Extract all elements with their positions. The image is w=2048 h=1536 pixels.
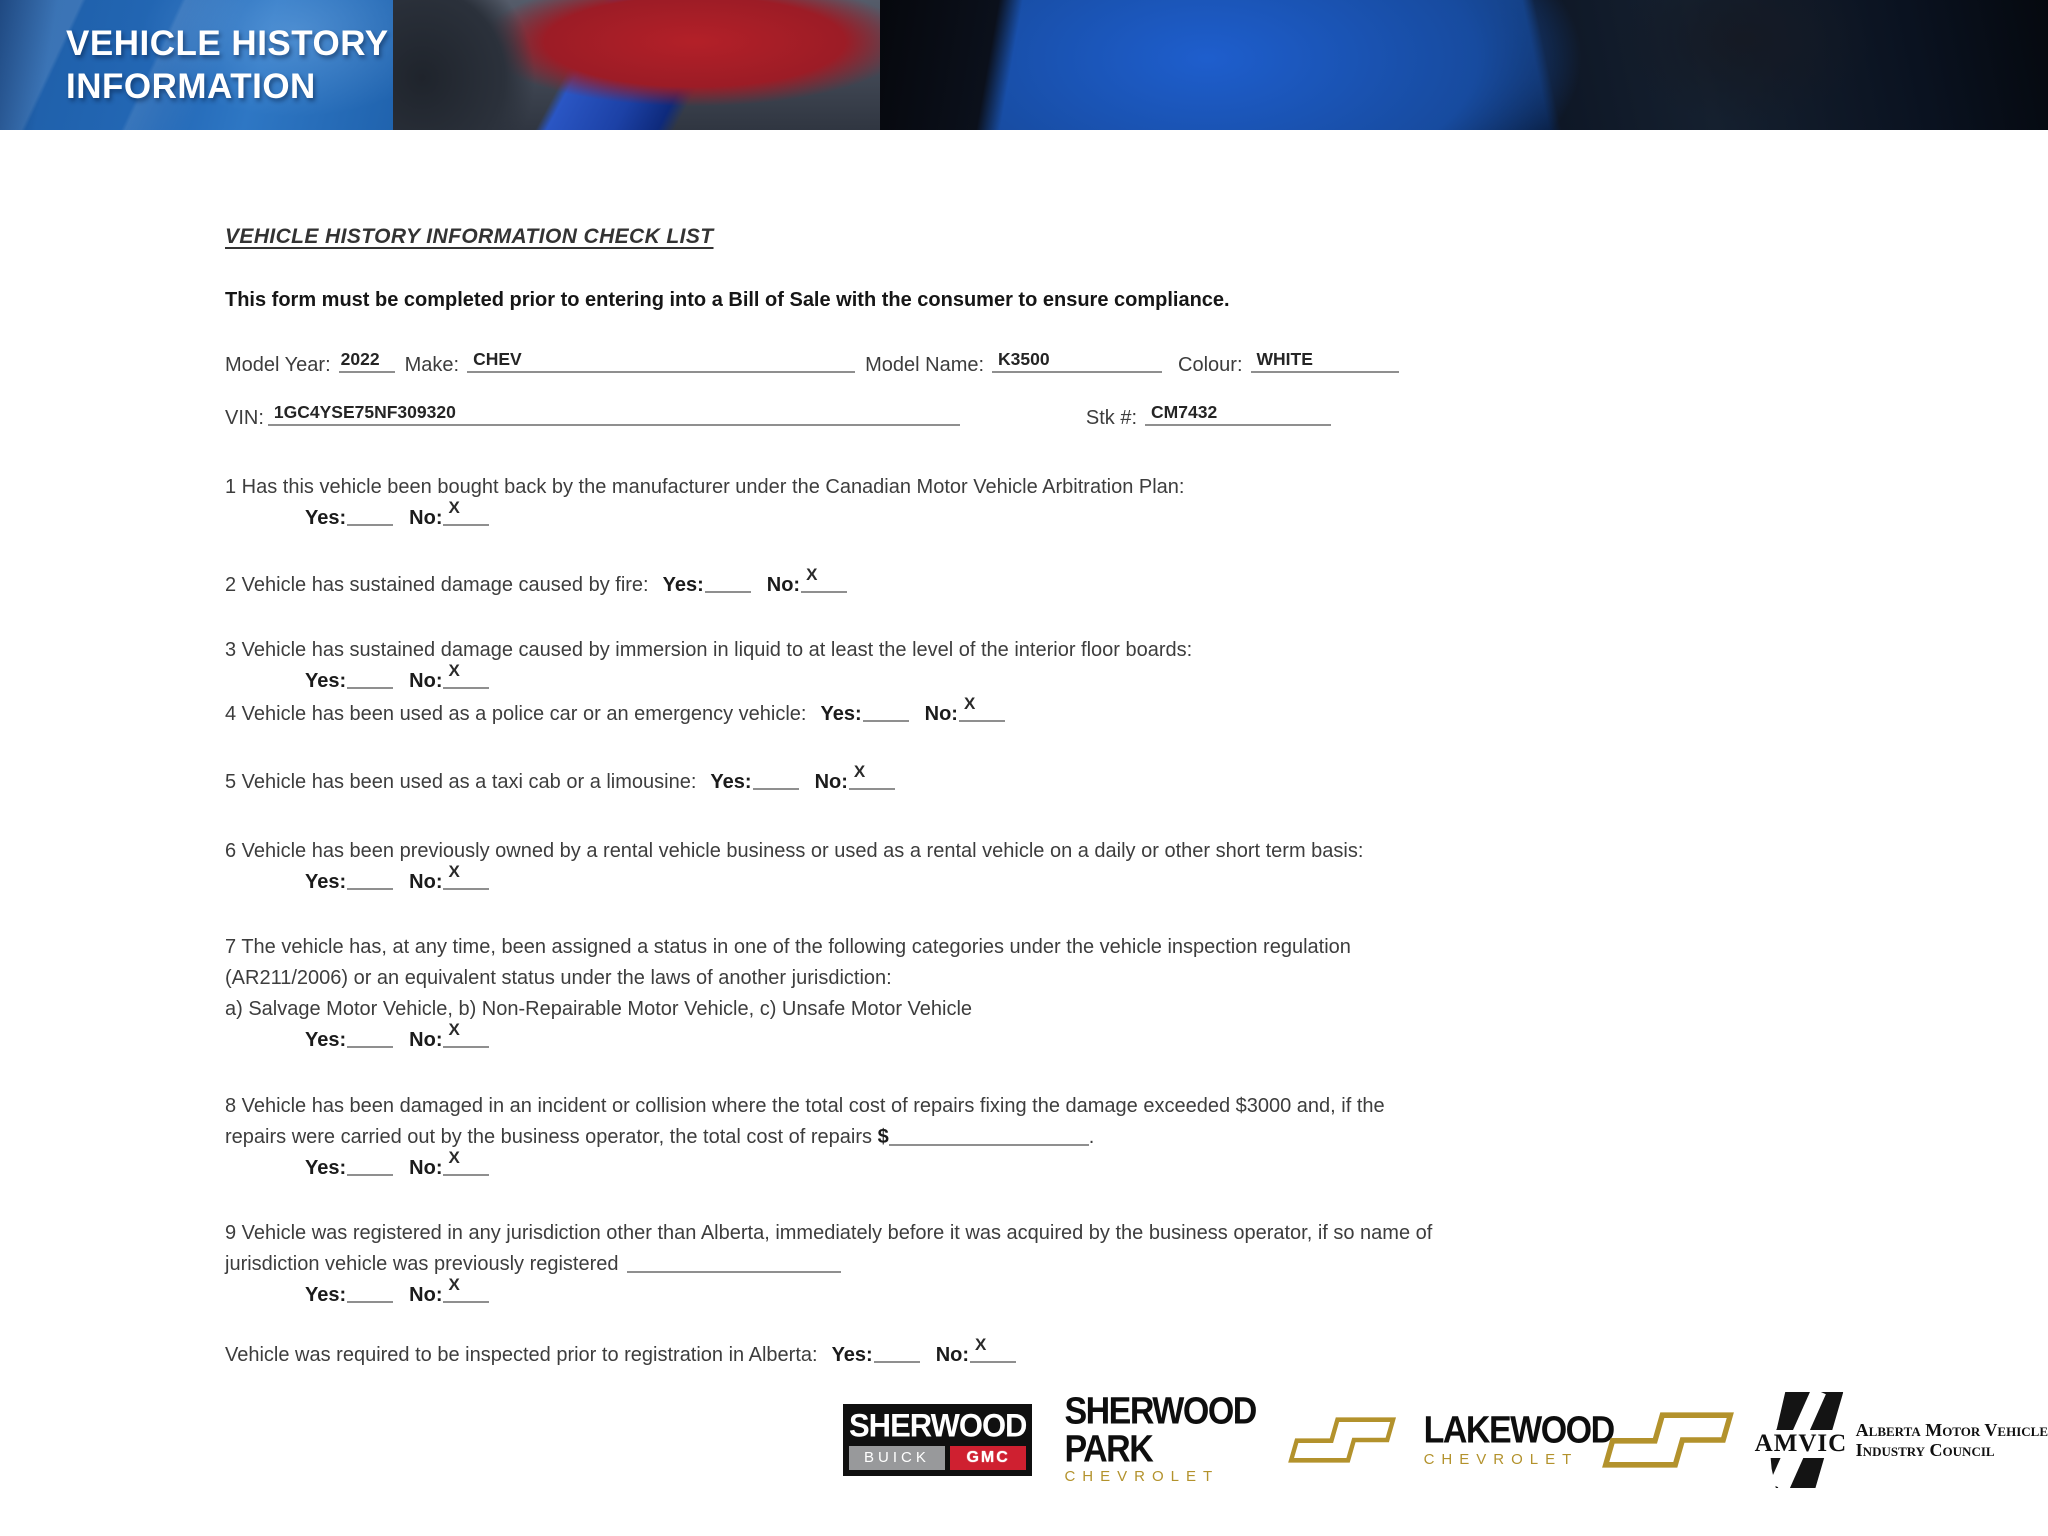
question-6 — [225, 836, 1700, 898]
question-1-yes-blank — [347, 511, 393, 526]
question-6-no-blank: X — [443, 875, 489, 890]
question-9-no-blank: X — [443, 1288, 489, 1303]
form-title: VEHICLE HISTORY INFORMATION CHECK LIST — [225, 225, 714, 248]
question-2-text: 2 Vehicle has sustained damage caused by fire: — [225, 574, 649, 596]
question-4-yes-blank — [863, 707, 909, 722]
question-8 — [225, 1091, 1700, 1184]
model-year-value: 2022 — [340, 349, 380, 369]
question-3 — [225, 635, 1700, 697]
question-5 — [225, 762, 1700, 798]
make-field — [467, 349, 855, 373]
footer-logos — [843, 1389, 2048, 1488]
question-8-no-blank: X — [443, 1161, 489, 1176]
question-9 — [225, 1218, 1700, 1311]
question-8-answer: Yes: No: X — [305, 1153, 1700, 1184]
sherwood-wordmark: SHERWOOD — [849, 1407, 1027, 1444]
sherwood-park-wordmark: SHERWOOD PARK — [1064, 1389, 1256, 1470]
question-3-yes-blank — [347, 674, 393, 689]
lakewood-wordmark: LAKEWOOD — [1423, 1408, 1614, 1451]
final-question-text: Vehicle was required to be inspected prior to registration in Alberta: — [225, 1344, 818, 1366]
lakewood-chevrolet-label: CHEVROLET — [1423, 1450, 1579, 1468]
dollar-sign: $ — [877, 1126, 889, 1148]
question-1-text: 1 Has this vehicle been bought back by the manufacturer under the Canadian Motor Vehicle Arbitration Plan: — [225, 476, 1185, 498]
amvic-abbr: AMVIC — [1752, 1430, 1851, 1458]
chevrolet-bowtie-icon — [1598, 1408, 1736, 1472]
question-4 — [225, 694, 1700, 730]
colour-field — [1251, 349, 1399, 373]
question-6-text: 6 Vehicle has been previously owned by a rental vehicle business or used as a rental vehicle on a daily or other short term basis: — [225, 840, 1364, 862]
question-3-answer: Yes: No: X — [305, 666, 1700, 697]
stock-label: Stk #: — [1085, 407, 1138, 429]
gmc-badge: GMC — [950, 1446, 1027, 1470]
question-1-answer: Yes: No: X — [305, 503, 1700, 534]
vin-label: VIN: — [225, 407, 264, 429]
question-5-no-blank: X — [849, 775, 895, 790]
question-7-no-blank: X — [443, 1033, 489, 1048]
banner-photo-mechanic-red-car — [393, 0, 880, 130]
amvic-logo — [1754, 1392, 2048, 1488]
stock-field — [1145, 402, 1331, 426]
question-9-answer: Yes: No: X — [305, 1280, 1700, 1311]
vin-value: 1GC4YSE75NF309320 — [273, 402, 456, 422]
make-label: Make: — [404, 354, 460, 376]
amvic-full-name: Alberta Motor Vehicle Industry Council — [1855, 1420, 2048, 1460]
lakewood-chevrolet-logo — [1424, 1408, 1728, 1472]
question-1-no-blank: X — [443, 511, 489, 526]
question-9-yes-blank — [347, 1288, 393, 1303]
model-name-field — [992, 349, 1162, 373]
question-6-yes-blank — [347, 875, 393, 890]
question-8-yes-blank — [347, 1161, 393, 1176]
final-no-blank: X — [970, 1348, 1016, 1363]
header-banner — [0, 0, 2048, 130]
question-2-answer: Yes: No: X — [663, 574, 847, 596]
form-intro: This form must be completed prior to entering into a Bill of Sale with the consumer to ensure compliance. — [225, 289, 1230, 311]
banner-photo-blue-car-mechanic — [880, 0, 2048, 130]
form-document — [0, 130, 1700, 1371]
vin-stock-row — [225, 402, 1700, 430]
question-7-text-line3: a) Salvage Motor Vehicle, b) Non-Repairable Motor Vehicle, c) Unsafe Motor Vehicle — [225, 998, 973, 1020]
question-2 — [225, 565, 1700, 601]
question-7 — [225, 932, 1700, 1056]
question-2-yes-blank — [705, 578, 751, 593]
colour-label: Colour: — [1178, 354, 1243, 376]
jurisdiction-blank — [627, 1255, 841, 1273]
question-7-text-line2: (AR211/2006) or an equivalent status under the laws of another jurisdiction: — [225, 967, 892, 989]
banner-title-line2: INFORMATION — [66, 67, 316, 106]
final-yes-blank — [874, 1348, 920, 1363]
vehicle-fields-row — [225, 349, 1700, 377]
question-8-text-line2: repairs were carried out by the business operator, the total cost of repairs $ . — [225, 1126, 1095, 1148]
chevrolet-bowtie-icon — [1284, 1408, 1401, 1472]
final-question-answer: Yes: No: X — [832, 1344, 1016, 1366]
question-8-text-line1: 8 Vehicle has been damaged in an incident or collision where the total cost of repairs fixing the damage exceeded $3000 and, if the — [225, 1095, 1385, 1117]
banner-title — [66, 22, 389, 108]
model-name-value: K3500 — [998, 349, 1050, 369]
banner-title-line1: VEHICLE HISTORY — [66, 24, 389, 63]
buick-badge: BUICK — [849, 1446, 945, 1470]
question-7-yes-blank — [347, 1033, 393, 1048]
amvic-alberta-icon — [1754, 1392, 1848, 1488]
question-2-no-blank: X — [801, 578, 847, 593]
model-year-label: Model Year: — [225, 354, 331, 376]
question-7-text-line1: 7 The vehicle has, at any time, been assigned a status in one of the following categories under the vehicle inspection regulation — [225, 936, 1351, 958]
sherwood-park-chevrolet-logo — [1064, 1389, 1391, 1485]
question-9-text-line2: jurisdiction vehicle was previously registered — [225, 1249, 1700, 1280]
question-4-answer: Yes: No: X — [820, 703, 1004, 725]
banner-title-panel — [0, 0, 393, 130]
question-3-text: 3 Vehicle has sustained damage caused by immersion in liquid to at least the level of the interior floor boards: — [225, 639, 1193, 661]
sherwood-buick-gmc-logo — [843, 1404, 1032, 1476]
question-9-text-line1: 9 Vehicle was registered in any jurisdiction other than Alberta, immediately before it was acquired by the business operator, if so name of — [225, 1222, 1433, 1244]
make-value: CHEV — [473, 349, 522, 369]
question-5-yes-blank — [753, 775, 799, 790]
question-6-answer: Yes: No: X — [305, 867, 1700, 898]
repair-cost-blank — [889, 1128, 1089, 1146]
question-5-answer: Yes: No: X — [710, 771, 894, 793]
question-7-answer: Yes: No: X — [305, 1025, 1700, 1056]
question-4-text: 4 Vehicle has been used as a police car or an emergency vehicle: — [225, 703, 807, 725]
question-1 — [225, 472, 1700, 534]
vin-field — [268, 402, 960, 426]
model-year-field — [339, 349, 395, 373]
question-5-text: 5 Vehicle has been used as a taxi cab or a limousine: — [225, 771, 697, 793]
stock-value: CM7432 — [1151, 402, 1218, 422]
sherwood-park-chevrolet-label: CHEVROLET — [1064, 1467, 1220, 1485]
model-name-label: Model Name: — [865, 354, 985, 376]
question-4-no-blank: X — [959, 707, 1005, 722]
final-question — [225, 1335, 1700, 1371]
colour-value: WHITE — [1256, 349, 1313, 369]
question-3-no-blank: X — [443, 674, 489, 689]
